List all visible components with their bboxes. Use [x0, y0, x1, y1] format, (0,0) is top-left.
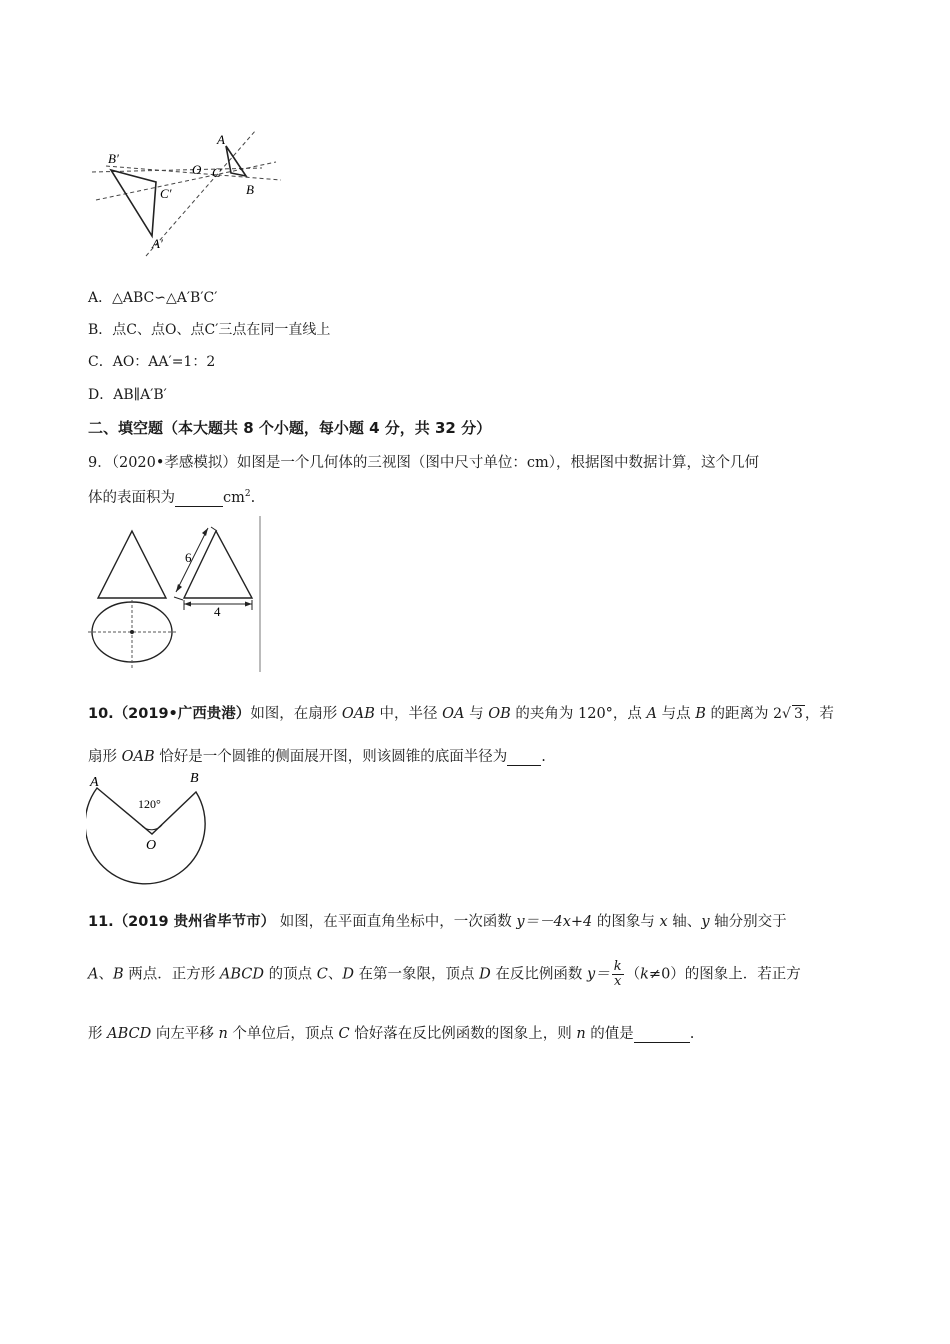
q9-end: .: [250, 490, 256, 506]
similar-triangles-figure: [86, 122, 286, 262]
label-c-prime: C′: [160, 186, 172, 201]
q10-var-oa: OA: [442, 706, 465, 722]
q11-answer-blank: [634, 1026, 690, 1043]
q11-source: （2019 贵州省毕节市）: [113, 914, 276, 930]
q11-var-c: C: [316, 966, 328, 983]
q10-text-1d: 与点: [657, 706, 696, 722]
q11-text-1b: 的图象与: [592, 914, 660, 930]
q10-radical: 2√ 3: [773, 706, 803, 722]
q10-text-1b: 中，半径: [374, 706, 443, 722]
q11-text-2c: 的顶点: [263, 966, 317, 983]
q11-text-3a: 形: [88, 1026, 108, 1042]
q11-var-abcd: ABCD: [219, 966, 264, 983]
option-b: B．点C、点O、点C′三点在同一直线上: [88, 322, 331, 338]
sector-label-a: A: [90, 775, 99, 790]
option-c: C．AO：AA′=1：2: [88, 354, 216, 370]
q10-number: 10.: [88, 706, 114, 722]
q11-var-a: A: [88, 966, 99, 983]
option-a: A．△ABC∽△A′B′C′: [88, 290, 218, 306]
q11-text-2h: ≠0）的图象上．若正方: [648, 966, 801, 983]
q10-var-oab-2: OAB: [121, 749, 155, 765]
q10-text-yu: 与: [464, 706, 489, 722]
q9-answer-blank: [175, 490, 223, 507]
q11-y-equals: y＝: [587, 966, 610, 983]
q11-var-d: D: [342, 966, 354, 983]
q9-line2: [88, 486, 255, 507]
q9-unit-sup: 2: [244, 489, 251, 500]
option-d: D．AB∥A′B′: [88, 387, 167, 403]
q9-line1: 9．（2020•孝感模拟）如图是一个几何体的三视图（图中尺寸单位：cm），根据图中数据计算，这个几何: [88, 455, 760, 471]
label-o: O: [192, 162, 202, 177]
q10-text-1e: 的距离为: [705, 706, 774, 722]
dim-base-label: 4: [214, 604, 221, 619]
three-views-figure: [88, 516, 268, 672]
section-title: 二、填空题（本大题共 8 个小题，每小题 4 分，共 32 分）: [88, 419, 492, 437]
q11-text-1d: 轴分别交于: [709, 914, 787, 930]
q11-text-1c: 轴、: [667, 914, 702, 930]
q10-text-2a: 扇形: [88, 749, 122, 765]
label-c: C: [212, 165, 221, 180]
q11-text-2e: 在第一象限，顶点: [353, 966, 480, 983]
label-b: B: [246, 182, 254, 197]
q9-text: 体的表面积为: [88, 490, 175, 506]
label-a-prime: A′: [152, 236, 163, 251]
q11-text-2g: （: [625, 966, 641, 983]
q10-end: .: [541, 749, 546, 765]
q10-radical-coef: 2: [773, 706, 783, 722]
q11-text-2d: 、: [327, 966, 343, 983]
label-a: A: [217, 132, 225, 147]
q11-var-d2: D: [479, 966, 491, 983]
q11-function: y＝－4x+4: [516, 914, 593, 930]
q10-text-1a: 如图，在扇形: [250, 706, 342, 722]
q10-line2: [88, 745, 546, 766]
q11-frac-den: x: [614, 974, 622, 989]
dim-slant-label: 6: [185, 550, 192, 565]
q10-var-ob: OB: [488, 706, 511, 722]
q11-fraction: [612, 960, 624, 989]
q10-answer-blank: [507, 749, 541, 766]
q11-line3: [88, 1022, 694, 1043]
q11-var-c-2: C: [338, 1026, 350, 1042]
q10-text-2b: 恰好是一个圆锥的侧面展开图，则该圆锥的底面半径为: [154, 749, 508, 765]
q11-text-3b: 向左平移: [151, 1026, 219, 1042]
q11-frac-num: k: [613, 959, 622, 974]
sector-figure: [86, 768, 216, 888]
q10-var-oab: OAB: [341, 706, 375, 722]
q10-radicand: 3: [793, 706, 803, 722]
q11-var-x: x: [659, 914, 668, 930]
q11-var-n-2: n: [576, 1026, 586, 1042]
q10-text-1c: 的夹角为 120°，点: [510, 706, 647, 722]
q11-line1: [88, 910, 787, 931]
q11-text-3d: 恰好落在反比例函数的图象上，则: [349, 1026, 577, 1042]
q11-text-3c: 个单位后，顶点: [227, 1026, 339, 1042]
q11-text-2f: 在反比例函数: [490, 966, 588, 983]
q10-var-b: B: [695, 706, 706, 722]
sector-angle-label: 120°: [138, 797, 161, 811]
q11-sep: 、: [98, 966, 113, 983]
q11-var-abcd-2: ABCD: [107, 1026, 152, 1042]
q11-var-b: B: [112, 966, 124, 983]
q11-number: 11.: [88, 914, 114, 930]
q9-unit: cm: [223, 490, 245, 506]
q11-var-n: n: [218, 1026, 228, 1042]
q11-text-3e: 的值是: [585, 1026, 634, 1042]
q10-text-1f: ，若: [804, 706, 834, 722]
q11-text-1a: 如图，在平面直角坐标中，一次函数: [275, 914, 517, 930]
sector-label-o: O: [146, 838, 157, 853]
q11-text-2b: 两点．正方形: [123, 966, 220, 983]
q11-var-y: y: [701, 914, 710, 930]
q11-line2: [88, 960, 801, 989]
q11-var-k: k: [640, 966, 649, 983]
q10-line1: [88, 702, 834, 723]
q10-source: （2019•广西贵港）: [113, 706, 251, 722]
q11-end: .: [689, 1026, 695, 1042]
label-b-prime: B′: [108, 151, 119, 166]
sector-label-b: B: [190, 771, 199, 786]
q10-var-a: A: [646, 706, 658, 722]
